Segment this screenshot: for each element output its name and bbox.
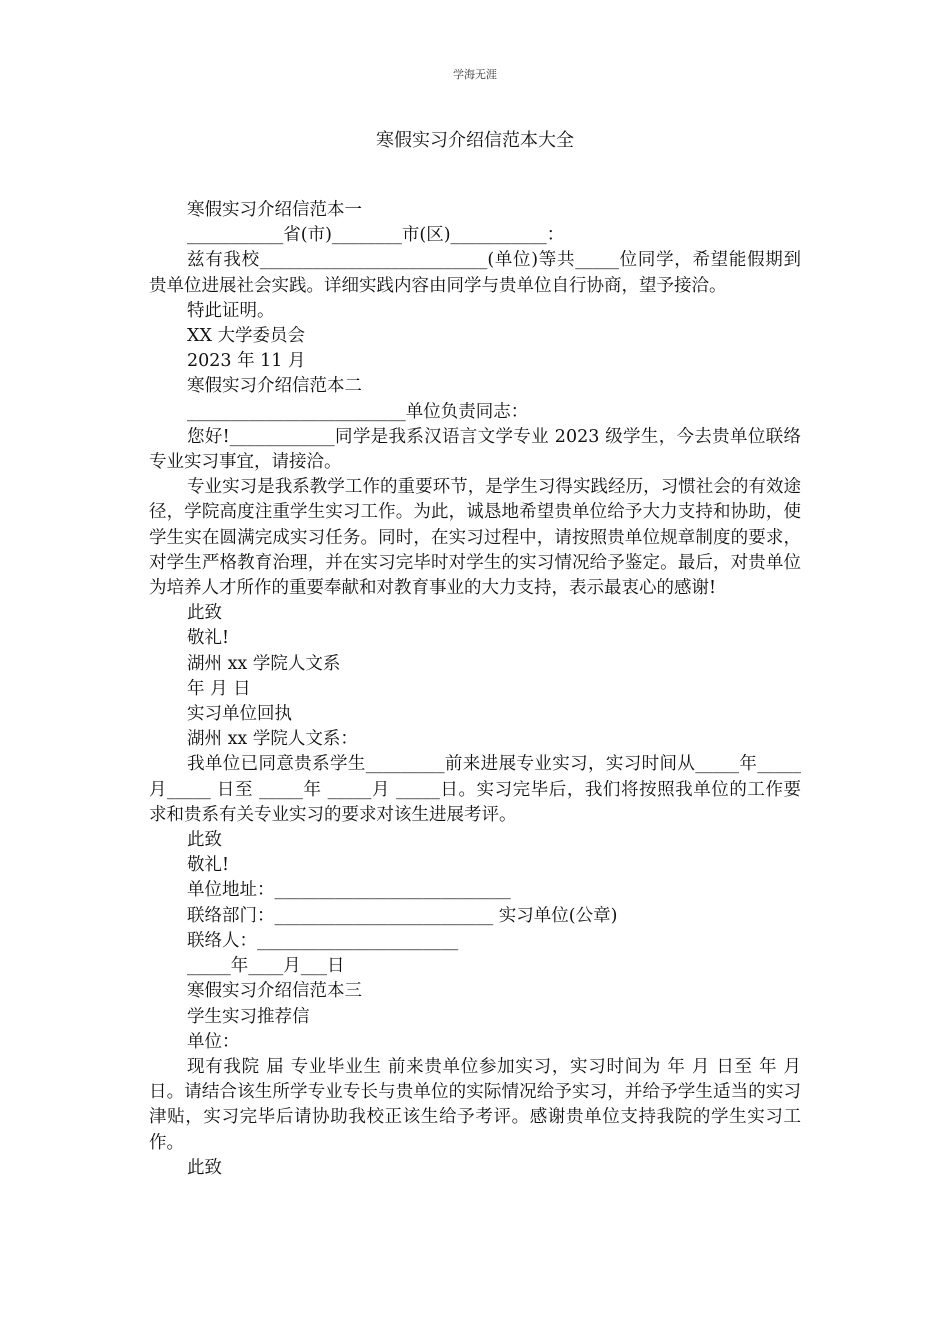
letter-body: 兹有我校__________________________(单位)等共_____位同学，希望能假期到贵单位进展社会实践。详细实践内容由同学与贵单位自行协商，望予接洽。 [149, 250, 801, 296]
closing-line: 特此证明。 [187, 300, 275, 321]
addressee-line: ___________省(市)________市(区)___________： [187, 225, 565, 246]
receipt-heading: 实习单位回执 [187, 704, 292, 725]
letter-body: 专业实习是我系教学工作的重要环节，是学生习得实践经历，习惯社会的有效途径，学院高度注重学生实习工作。为此，诚恳地希望贵单位给予大力支持和协助，使学生实在圆满完成实习任务。同时，在实习过程中，请按照贵单位规章制度的要求，对学生严格教育治理，并在实习完毕时对学生的实习情况给予鉴定。最后，对贵单位为培养人才所作的重要奉献和对教育事业的大力支持，表示最衷心的感谢! [149, 477, 801, 599]
section-heading-2: 寒假实习介绍信范本二 [187, 376, 362, 397]
form-field-address: 单位地址：___________________________ [187, 880, 511, 901]
document-body [149, 198, 801, 1181]
form-field-date: _____年____月___日 [187, 956, 345, 977]
letter-body: 您好!____________同学是我系汉语言文学专业 2023 级学生，今去贵单位联络专业实习事宜，请接洽。 [149, 426, 801, 473]
addressee-line: 单位： [187, 1031, 240, 1052]
closing-line: 此致 [187, 830, 222, 851]
section-heading-1: 寒假实习介绍信范本一 [187, 200, 362, 220]
signature-date: 年 月 日 [187, 678, 251, 699]
page-header: 学海无涯 [453, 68, 497, 81]
letter-body: 现有我院 届 专业毕业生 前来贵单位参加实习，实习时间为 年 月 日至 年 月 日。请结合该生所学专业专长与贵单位的实际情况给予实习，并给予学生适当的实习津贴，实习完毕后请协助我校正该生给予考评。感谢贵单位支持我院的学生实习工作。 [149, 1056, 801, 1153]
addressee-line: 湖州 xx 学院人文系： [187, 729, 358, 750]
closing-line: 此致 [187, 1157, 222, 1178]
closing-line: 此致 [187, 603, 222, 624]
form-field-department: 联络部门：_________________________ 实习单位(公章) [187, 905, 618, 926]
section-heading-3: 寒假实习介绍信范本三 [187, 981, 362, 1002]
closing-line: 敬礼! [187, 855, 230, 876]
closing-line: 敬礼! [187, 628, 230, 649]
form-field-contact: 联络人：_______________________ [187, 930, 459, 951]
addressee-line: _________________________单位负责同志： [187, 401, 529, 422]
signature-org: 湖州 xx 学院人文系 [187, 653, 341, 674]
signature-org: XX 大学委员会 [187, 326, 305, 347]
letter-subtitle: 学生实习推荐信 [187, 1006, 310, 1027]
signature-date: 2023 年 11 月 [187, 351, 306, 372]
letter-body: 我单位已同意贵系学生_________前来进展专业实习，实习时间从_____年_____ 月_____ 日至 _____年 _____月 _____日。实习完毕后，我们将按照我单位的工作要求和贵系有关专业实习的要求对该生进展考评。 [149, 754, 801, 825]
document-title: 寒假实习介绍信范本大全 [376, 130, 574, 151]
